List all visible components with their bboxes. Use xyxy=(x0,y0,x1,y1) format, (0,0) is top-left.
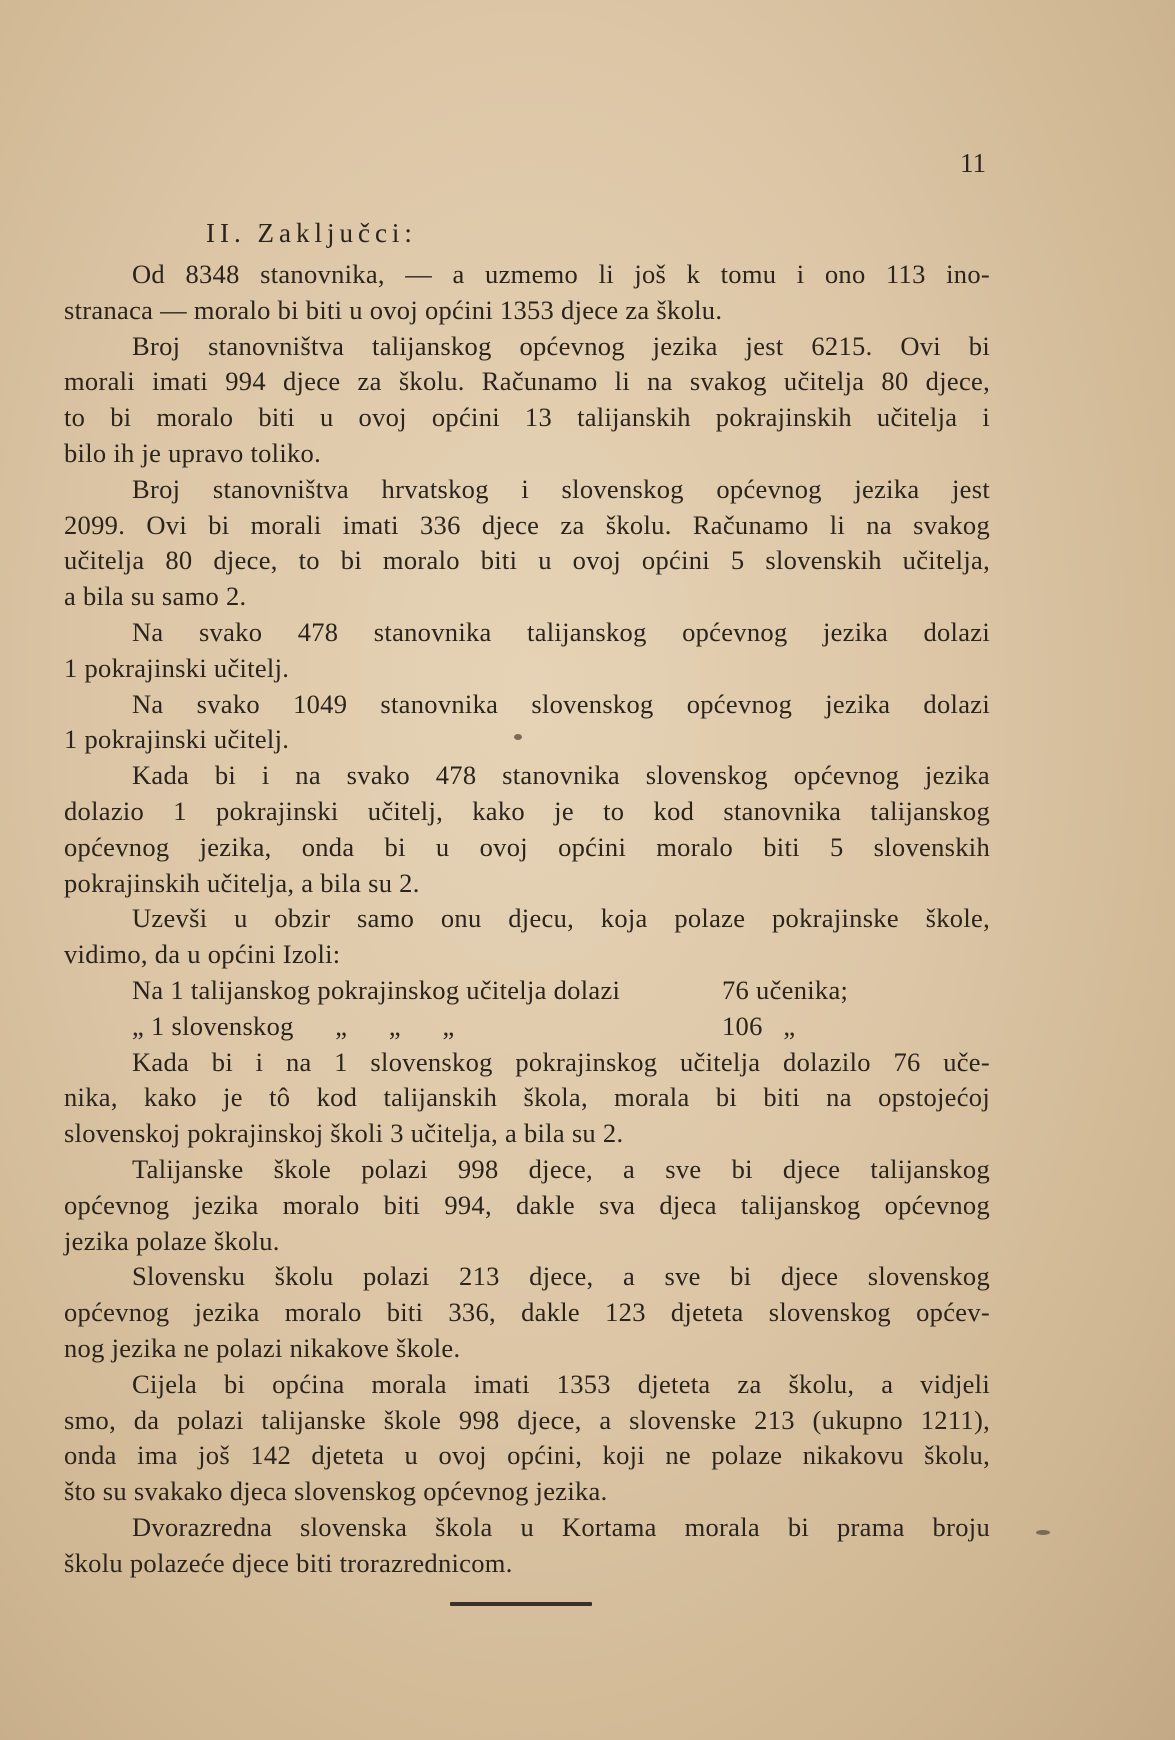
paragraph xyxy=(64,329,990,472)
section-separator-rule xyxy=(450,1602,592,1606)
text-line: učitelja 80 djece, to bi moralo biti u ovoj općini 5 slovenskih učitelja, xyxy=(64,545,990,576)
paragraph-group xyxy=(64,1045,990,1582)
table-row-label: Na 1 talijanskog pokrajinskog učitelja dolazi xyxy=(132,974,621,1005)
text-line: što su svakako djeca slovenskog općevnog jezika. xyxy=(64,1476,608,1507)
text-line: Dvorazredna slovenska škola u Kortama morala bi prama broju xyxy=(132,1511,990,1542)
text-line: to bi moralo biti u ovoj općini 13 talijanskih pokrajinskih učitelja i xyxy=(64,402,990,433)
body-text xyxy=(64,257,990,1581)
table-row-label: „ 1 slovenskog „ „ „ xyxy=(132,1010,455,1041)
text-line: vidimo, da u općini Izoli: xyxy=(64,939,341,970)
text-line: morali imati 994 djece za školu. Računamo li na svakog učitelja 80 djece, xyxy=(64,366,990,397)
paragraph xyxy=(64,472,990,615)
text-line: općevnog jezika, onda bi u ovoj općini moralo biti 5 slovenskih xyxy=(64,831,990,862)
text-line: nika, kako je tô kod talijanskih škola, morala bi biti na opstojećoj xyxy=(64,1082,990,1113)
text-line: onda ima još 142 djeteta u ovoj općini, koji ne polaze nikakovu školu, xyxy=(64,1440,990,1471)
text-line: slovenskoj pokrajinskoj školi 3 učitelja, a bila su 2. xyxy=(64,1118,624,1149)
text-line: 2099. Ovi bi morali imati 336 djece za školu. Računamo li na svakog xyxy=(64,509,990,540)
text-line: Broj stanovništva hrvatskog i slovenskog općevnog jezika jest xyxy=(132,473,990,504)
table-row-value: 76 učenika; xyxy=(722,974,849,1005)
paragraph xyxy=(64,687,990,759)
page-number: 11 xyxy=(960,148,986,178)
teacher-ratio-table xyxy=(64,973,990,1045)
text-line: Broj stanovništva talijanskog općevnog jezika jest 6215. Ovi bi xyxy=(132,330,990,361)
table-row xyxy=(64,1009,990,1045)
text-line: a bila su samo 2. xyxy=(64,581,247,612)
text-line: općevnog jezika moralo biti 994, dakle sva djeca talijanskog općevnog xyxy=(64,1189,990,1220)
paper-speck xyxy=(514,734,522,740)
text-line: općevnog jezika moralo biti 336, dakle 123 djeteta slovenskog općev- xyxy=(64,1297,990,1328)
text-line: Slovensku školu polazi 213 djece, a sve bi djece slovenskog xyxy=(132,1261,990,1292)
text-line: Cijela bi općina morala imati 1353 djeteta za školu, a vidjeli xyxy=(132,1368,990,1399)
paragraph xyxy=(64,1045,990,1152)
paragraph xyxy=(64,1367,990,1510)
paragraph xyxy=(64,615,990,687)
text-line: smo, da polazi talijanske škole 998 djece, a slovenske 213 (ukupno 1211), xyxy=(64,1404,990,1435)
text-line: Na svako 1049 stanovnika slovenskog općevnog jezika dolazi xyxy=(132,688,990,719)
text-line: Kada bi i na 1 slovenskog pokrajinskog učitelja dolazilo 76 uče- xyxy=(132,1046,990,1077)
paragraph xyxy=(64,257,990,329)
section-heading: II. Zaključci: xyxy=(206,218,417,248)
text-line: 1 pokrajinski učitelj. xyxy=(64,724,290,755)
paper-speck xyxy=(1036,1530,1050,1535)
paragraph xyxy=(64,1152,990,1259)
table-row-value: 106 „ xyxy=(722,1010,796,1041)
text-line: 1 pokrajinski učitelj. xyxy=(64,652,290,683)
text-line: školu polazeće djece biti trorazrednicom. xyxy=(64,1547,513,1578)
paragraph-group xyxy=(64,257,990,973)
text-line: bilo ih je upravo toliko. xyxy=(64,437,322,468)
text-line: Uzevši u obzir samo onu djecu, koja polaze pokrajinske škole, xyxy=(132,903,990,934)
text-line: pokrajinskih učitelja, a bila su 2. xyxy=(64,867,420,898)
paragraph xyxy=(64,901,990,973)
text-line: Kada bi i na svako 478 stanovnika slovenskog općevnog jezika xyxy=(132,760,990,791)
text-line: Na svako 478 stanovnika talijanskog općevnog jezika dolazi xyxy=(132,616,990,647)
paragraph xyxy=(64,1510,990,1582)
text-line: Od 8348 stanovnika, — a uzmemo li još k tomu i ono 113 ino- xyxy=(132,259,990,289)
paragraph xyxy=(64,1259,990,1366)
paragraph xyxy=(64,758,990,901)
text-line: nog jezika ne polazi nikakove škole. xyxy=(64,1332,461,1363)
text-line: jezika polaze školu. xyxy=(64,1225,280,1256)
text-line: dolazio 1 pokrajinski učitelj, kako je to kod stanovnika talijanskog xyxy=(64,795,990,826)
text-line: stranaca — moralo bi biti u ovoj općini 1353 djece za školu. xyxy=(64,294,723,325)
text-line: Talijanske škole polazi 998 djece, a sve bi djece talijanskog xyxy=(132,1153,990,1184)
table-row xyxy=(64,973,990,1009)
